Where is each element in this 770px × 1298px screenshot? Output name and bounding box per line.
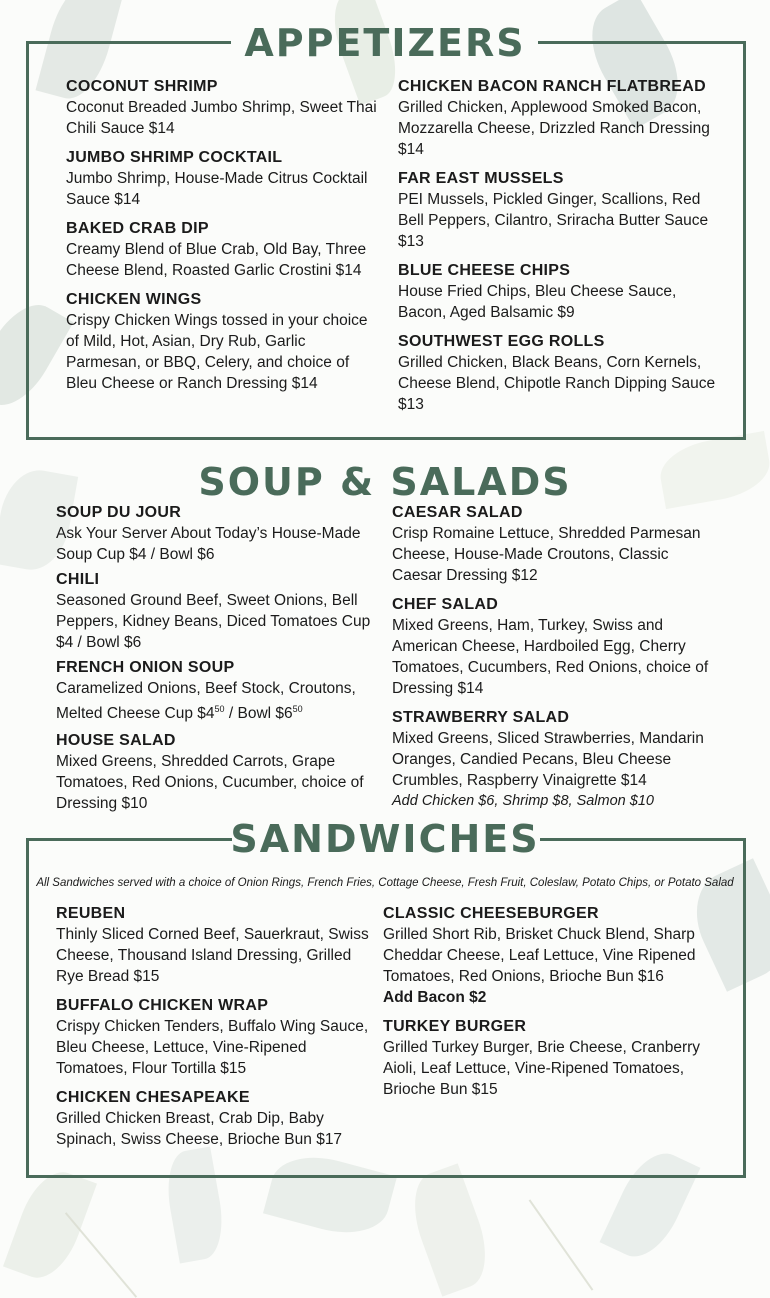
menu-item [66,289,384,394]
item-name: HOUSE SALAD [56,732,176,749]
item-description: Crispy Chicken Wings tossed in your choice of Mild, Hot, Asian, Dry Rub, Garlic Parmesan, or BBQ, Celery, and choice of Bleu Cheese or Ranch Dressing $14 [66,312,368,392]
item-description: Grilled Chicken Breast, Crab Dip, Baby Spinach, Swiss Cheese, Brioche Bun $17 [56,1110,343,1148]
menu-item [398,331,718,415]
soups-salads-title-text: SOUP & SALADS [198,460,572,504]
price-text: / Bowl $6 [224,705,293,722]
price-cents: 50 [292,704,303,714]
item-description: Creamy Blend of Blue Crab, Old Bay, Three Cheese Blend, Roasted Garlic Crostini $14 [66,241,367,279]
item-name: CHILI [56,571,100,588]
item-name: CLASSIC CHEESEBURGER [383,905,599,922]
item-name: BAKED CRAB DIP [66,220,209,237]
item-name: SOUTHWEST EGG ROLLS [398,333,605,350]
item-description: Grilled Chicken, Black Beans, Corn Kernels, Cheese Blend, Chipotle Ranch Dipping Sauce $13 [398,354,716,413]
item-description: PEI Mussels, Pickled Ginger, Scallions, Red Bell Peppers, Cilantro, Sriracha Butter Sauce $13 [398,191,709,250]
item-description: Thinly Sliced Corned Beef, Sauerkraut, Swiss Cheese, Thousand Island Dressing, Grilled Rye Bread $15 [56,926,369,985]
price-cents: 50 [214,704,225,714]
item-name: CHICKEN BACON RANCH FLATBREAD [398,78,706,95]
item-name: CHICKEN WINGS [66,291,202,308]
stem-decoration [65,1212,137,1298]
item-name: COCONUT SHRIMP [66,78,218,95]
item-description: Mixed Greens, Sliced Strawberries, Mandarin Oranges, Candied Pecans, Bleu Cheese Crumbles, Raspberry Vinaigrette $14 [392,730,704,789]
item-name: SOUP DU JOUR [56,504,182,521]
item-name: FAR EAST MUSSELS [398,170,564,187]
menu-item [56,657,376,724]
soups-left-column [56,502,376,822]
item-name: JUMBO SHRIMP COCKTAIL [66,149,283,166]
item-description: Mixed Greens, Ham, Turkey, Swiss and American Cheese, Hardboiled Egg, Cherry Tomatoes, Cucumbers, Red Onions, choice of Dressing $14 [392,617,709,697]
item-name: CHEF SALAD [392,596,499,613]
menu-item [56,995,376,1079]
sandwiches-right-column [383,903,703,1108]
sandwiches-title [0,816,770,862]
appetizers-title-text: APPETIZERS [244,21,526,65]
item-description: Crispy Chicken Tenders, Buffalo Wing Sauce, Bleu Cheese, Lettuce, Vine-Ripened Tomatoes, Flour Tortilla $15 [56,1018,369,1077]
menu-item [392,594,722,699]
item-description: House Fried Chips, Bleu Cheese Sauce, Bacon, Aged Balsamic $9 [398,283,677,321]
item-name: FRENCH ONION SOUP [56,659,235,676]
menu-item [383,1016,703,1100]
appetizers-right-column [398,76,718,423]
menu-item [56,569,376,653]
item-description: Jumbo Shrimp, House-Made Citrus Cocktail Sauce $14 [66,170,368,208]
menu-item [56,502,376,565]
menu-item [56,1087,376,1150]
item-description: Crisp Romaine Lettuce, Shredded Parmesan Cheese, House-Made Croutons, Classic Caesar Dressing $12 [392,525,701,584]
item-description: Mixed Greens, Shredded Carrots, Grape Tomatoes, Red Onions, Cucumber, choice of Dressing $10 [56,753,364,812]
menu-item [56,730,376,814]
item-name: BUFFALO CHICKEN WRAP [56,997,269,1014]
price-text: Caramelized Onions, Beef Stock, Croutons, Melted Cheese Cup $4 [56,680,356,722]
appetizers-left-column [66,76,384,402]
soups-salads-title [0,459,770,505]
sandwiches-sides-note: All Sandwiches served with a choice of Onion Rings, French Fries, Cottage Cheese, Fresh Fruit, Coleslaw, Potato Chips, or Potato Salad [36,877,734,889]
leaf-decoration [401,1163,498,1296]
item-name: STRAWBERRY SALAD [392,709,570,726]
menu-item [383,903,703,1008]
item-name: CHICKEN CHESAPEAKE [56,1089,250,1106]
menu-item [56,903,376,987]
stem-decoration [529,1199,594,1290]
item-description: Coconut Breaded Jumbo Shrimp, Sweet Thai Chili Sauce $14 [66,99,377,137]
menu-item [392,502,722,586]
item-addon: Add Bacon $2 [383,989,487,1006]
menu-item [66,76,384,139]
sandwiches-title-text: SANDWICHES [230,817,540,861]
item-description [56,678,376,724]
menu-item [398,260,718,323]
salads-right-column [392,502,722,811]
item-name: BLUE CHEESE CHIPS [398,262,571,279]
menu-item [398,76,718,160]
appetizers-title [0,20,770,66]
leaf-decoration [3,1163,97,1287]
item-description: Grilled Chicken, Applewood Smoked Bacon, Mozzarella Cheese, Drizzled Ranch Dressing $14 [398,99,710,158]
item-name: REUBEN [56,905,126,922]
sandwiches-left-column [56,903,376,1158]
item-name: CAESAR SALAD [392,504,523,521]
menu-item [392,707,722,791]
item-name: TURKEY BURGER [383,1018,527,1035]
item-description: Grilled Turkey Burger, Brie Cheese, Cranberry Aioli, Leaf Lettuce, Vine-Ripened Tomatoes, Brioche Bun $15 [383,1039,701,1098]
item-description: Seasoned Ground Beef, Sweet Onions, Bell Peppers, Kidney Beans, Diced Tomatoes Cup $4 / Bowl $6 [56,592,371,651]
item-description: Grilled Short Rib, Brisket Chuck Blend, Sharp Cheddar Cheese, Leaf Lettuce, Vine Ripened Tomatoes, Red Onions, Brioche Bun $16 [383,926,696,985]
menu-item [66,147,384,210]
item-description: Ask Your Server About Today’s House-Made Soup Cup $4 / Bowl $6 [56,525,361,563]
menu-item [398,168,718,252]
menu-item [66,218,384,281]
salad-addons-note: Add Chicken $6, Shrimp $8, Salmon $10 [392,793,654,809]
